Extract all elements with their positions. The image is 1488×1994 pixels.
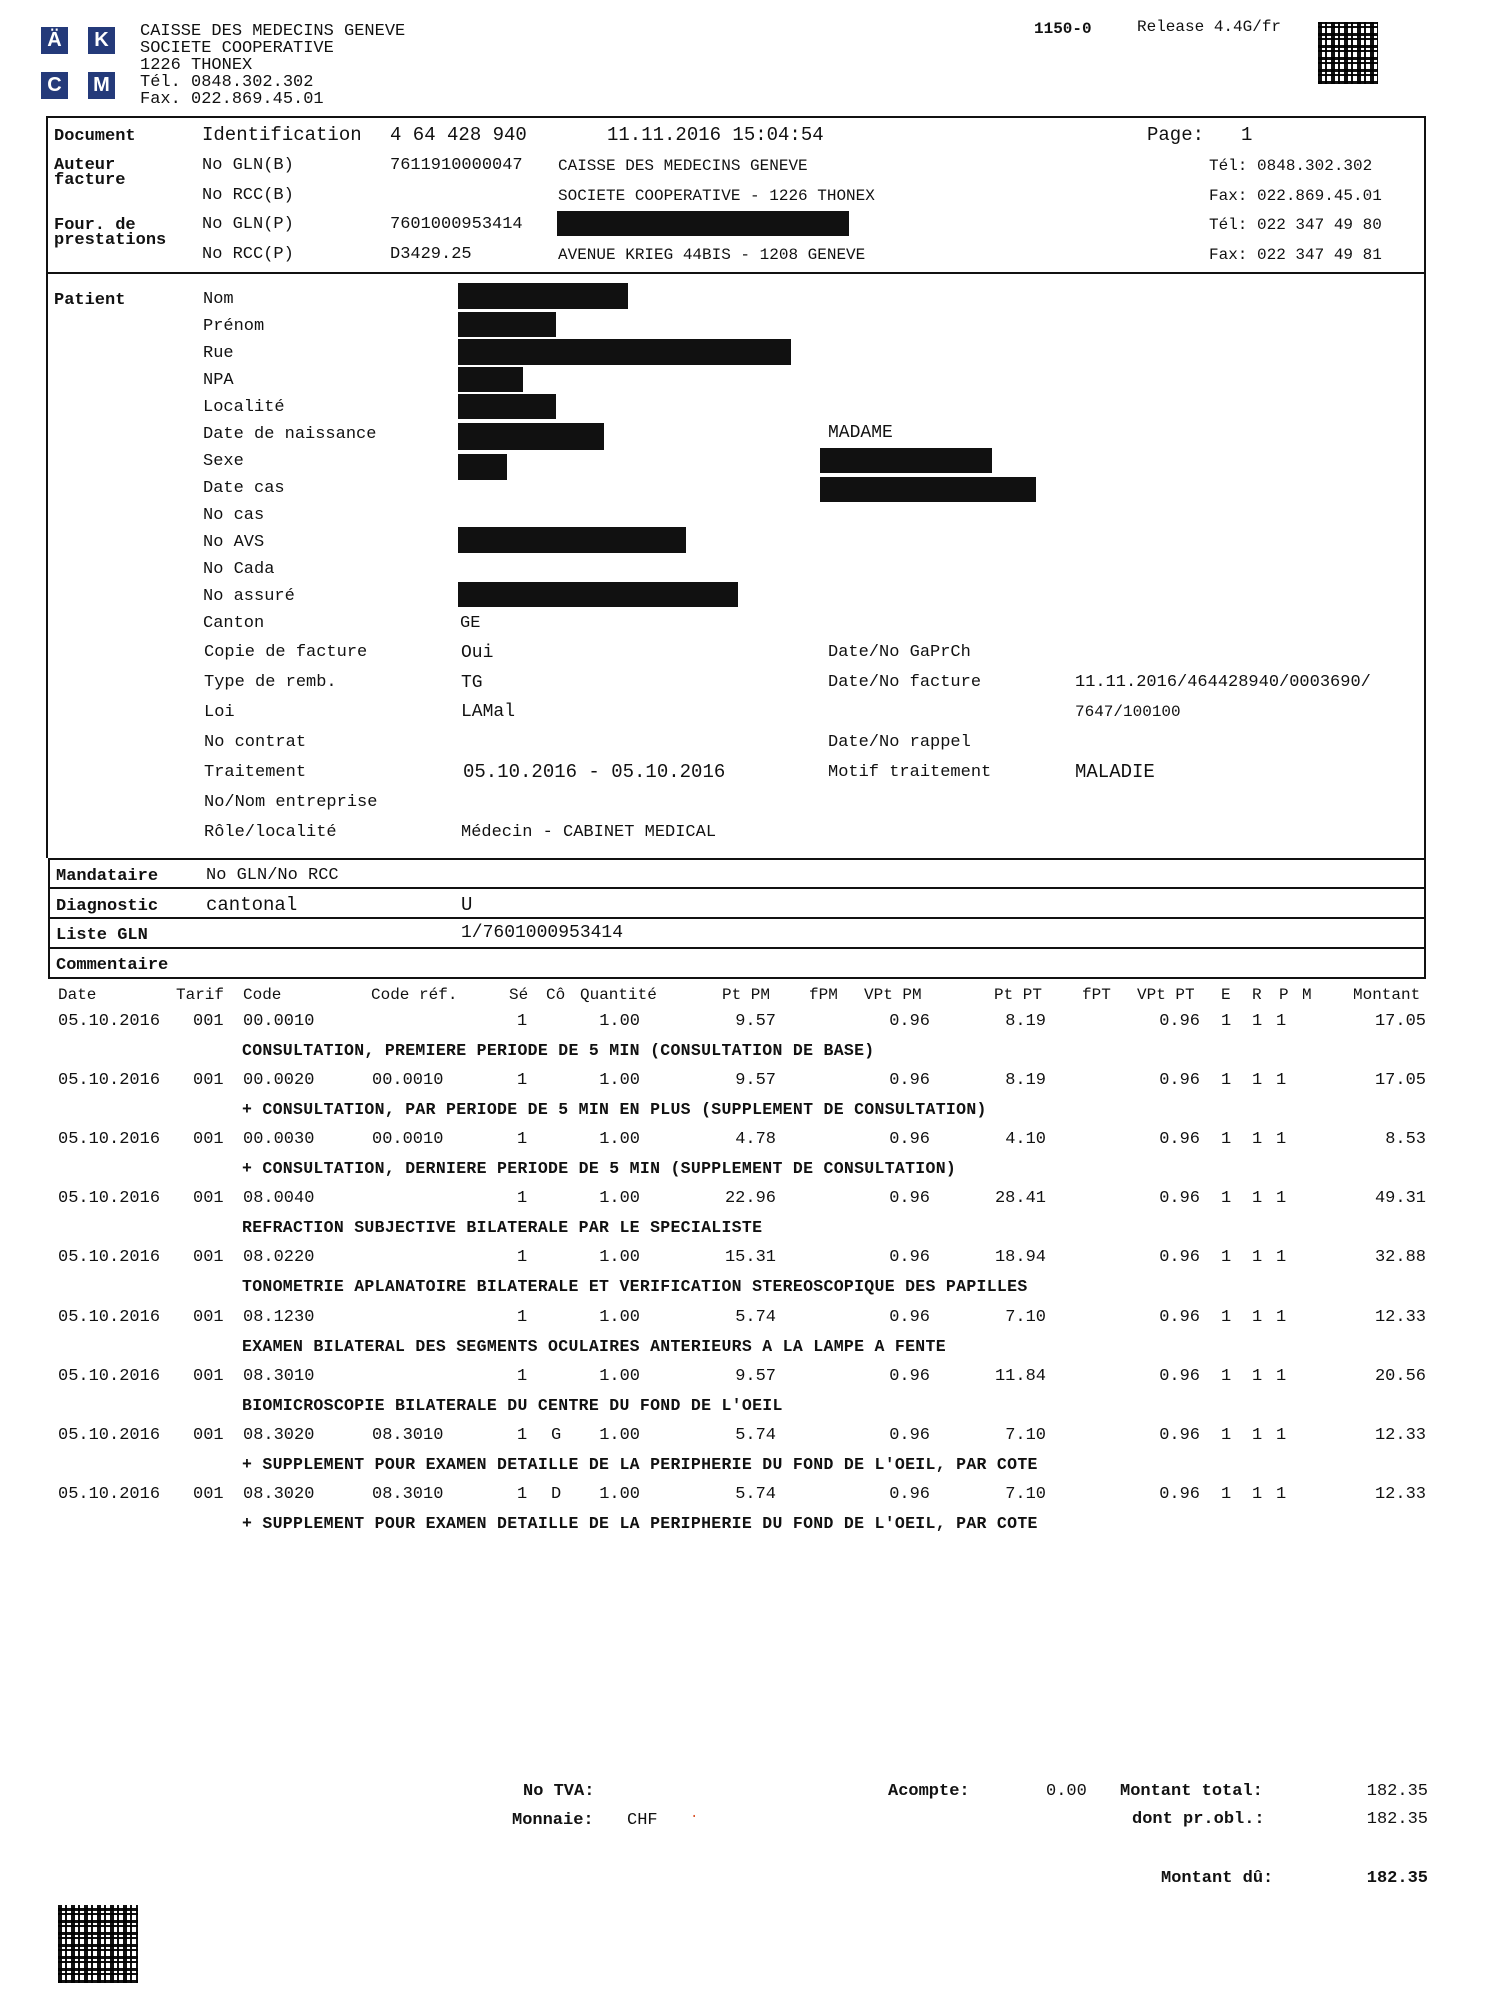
row-p: 1 <box>1276 1425 1287 1445</box>
row-code: 00.0020 <box>243 1071 315 1091</box>
row-se: 1 <box>517 1248 528 1268</box>
row-montant: 49.31 <box>1374 1189 1426 1209</box>
row-montant: 12.33 <box>1374 1307 1426 1327</box>
row-pt-pm: 15.31 <box>724 1248 776 1268</box>
row-r: 1 <box>1252 1366 1263 1386</box>
row-pt-pt: 4.10 <box>1005 1130 1046 1150</box>
qr-code-bottom <box>58 1905 138 1983</box>
row-vpt-pt: 0.96 <box>1159 1366 1200 1386</box>
probl-value: 182.35 <box>1366 1810 1428 1829</box>
row-r: 1 <box>1252 1012 1263 1031</box>
row-description: EXAMEN BILATERAL DES SEGMENTS OCULAIRES ANTERIEURS A LA LAMPE A FENTE <box>242 1336 946 1356</box>
row-vpt-pt: 0.96 <box>1159 1248 1200 1268</box>
row-vpt-pt: 0.96 <box>1159 1071 1200 1091</box>
redacted-rue <box>458 339 791 365</box>
row-tarif: 001 <box>193 1012 224 1031</box>
row-description: BIOMICROSCOPIE BILATERALE DU CENTRE DU FOND DE L'OEIL <box>242 1395 783 1415</box>
org-tel: Tél. 0848.302.302 <box>140 73 314 92</box>
row-pt-pt: 8.19 <box>1005 1071 1046 1091</box>
row-e: 1 <box>1221 1012 1232 1031</box>
row-quantite: 1.00 <box>599 1189 640 1209</box>
col-pt-pt: Pt PT <box>994 986 1043 1004</box>
gln-p-value: 7601000953414 <box>390 215 523 234</box>
row-tarif: 001 <box>193 1307 224 1327</box>
acompte-value: 0.00 <box>1046 1782 1087 1801</box>
label-date-naissance: Date de naissance <box>203 425 377 444</box>
row-e: 1 <box>1221 1248 1232 1268</box>
logo-letter-m: M <box>88 72 115 99</box>
row-se: 1 <box>517 1425 528 1445</box>
row-montant: 17.05 <box>1374 1012 1426 1031</box>
row-vpt-pt: 0.96 <box>1159 1484 1200 1504</box>
auteur-tel: Tél: 0848.302.302 <box>1209 157 1373 175</box>
gln-p-label: No GLN(P) <box>202 215 294 234</box>
row-vpt-pt: 0.96 <box>1159 1012 1200 1031</box>
redacted-sexe <box>458 454 507 480</box>
row-tarif: 001 <box>193 1189 224 1209</box>
col-pt-pm: Pt PM <box>722 986 771 1004</box>
row-code: 00.0010 <box>243 1012 315 1031</box>
row-date: 05.10.2016 <box>58 1484 161 1504</box>
row-pt-pm: 5.74 <box>735 1425 776 1445</box>
row-pt-pt: 11.84 <box>994 1366 1046 1386</box>
mandataire-label: Mandataire <box>56 867 159 886</box>
liste-gln-label: Liste GLN <box>56 926 148 945</box>
row-se: 1 <box>517 1012 528 1031</box>
row-se: 1 <box>517 1189 528 1209</box>
redacted-address-line-2 <box>820 477 1036 502</box>
type-remb-value: TG <box>461 673 483 693</box>
four-tel: Tél: 022 347 49 80 <box>1209 216 1382 234</box>
row-p: 1 <box>1276 1071 1287 1091</box>
row-pt-pt: 28.41 <box>994 1189 1046 1209</box>
row-quantite: 1.00 <box>599 1071 640 1091</box>
row-quantite: 1.00 <box>599 1484 640 1504</box>
row-quantite: 1.00 <box>599 1248 640 1268</box>
motif-value: MALADIE <box>1075 761 1155 783</box>
row-pt-pm: 9.57 <box>735 1366 776 1386</box>
row-tarif: 001 <box>193 1130 224 1150</box>
row-co: D <box>551 1484 562 1504</box>
redacted-address-line-1 <box>820 448 992 473</box>
liste-gln-value: 1/7601000953414 <box>461 923 624 943</box>
row-description: + CONSULTATION, DERNIERE PERIODE DE 5 MIN (SUPPLEMENT DE CONSULTATION) <box>242 1159 957 1179</box>
redacted-prenom <box>458 312 556 337</box>
four-fax: Fax: 022 347 49 81 <box>1209 246 1382 264</box>
col-montant: Montant <box>1353 986 1421 1004</box>
qr-code-top <box>1318 22 1378 84</box>
col-vpt-pm: VPt PM <box>864 986 922 1004</box>
logo-letter-k: K <box>88 27 115 54</box>
row-code: 08.3010 <box>243 1366 315 1386</box>
row-tarif: 001 <box>193 1366 224 1386</box>
rcc-p-value: D3429.25 <box>390 245 472 264</box>
motif-label: Motif traitement <box>828 763 992 782</box>
col-quantite: Quantité <box>580 986 657 1004</box>
label-no-assure: No assuré <box>203 587 295 606</box>
label-no-avs: No AVS <box>203 533 265 552</box>
row-date: 05.10.2016 <box>58 1366 161 1386</box>
copie-value: Oui <box>461 643 494 663</box>
row-date: 05.10.2016 <box>58 1248 161 1268</box>
row-e: 1 <box>1221 1307 1232 1327</box>
row-quantite: 1.00 <box>599 1366 640 1386</box>
row-description: + SUPPLEMENT POUR EXAMEN DETAILLE DE LA PERIPHERIE DU FOND DE L'OEIL, PAR COTE <box>242 1454 1038 1474</box>
row-code-ref: 00.0010 <box>372 1130 444 1150</box>
label-no-cas: No cas <box>203 506 265 525</box>
row-code: 08.0220 <box>243 1248 315 1268</box>
document-label: Document <box>54 127 136 146</box>
loi-label: Loi <box>204 703 235 722</box>
role-label: Rôle/localité <box>204 823 337 842</box>
redacted-localite <box>458 394 556 419</box>
redacted-no-avs <box>458 527 686 553</box>
monnaie-value: CHF <box>627 1811 658 1830</box>
row-r: 1 <box>1252 1130 1263 1150</box>
col-date: Date <box>58 986 97 1004</box>
row-pt-pt: 7.10 <box>1005 1484 1046 1504</box>
col-fpt: fPT <box>1082 986 1111 1004</box>
label-prenom: Prénom <box>203 317 265 336</box>
diagnostic-code: U <box>461 894 473 916</box>
row-montant: 12.33 <box>1374 1425 1426 1445</box>
redacted-npa <box>458 367 523 392</box>
montant-du-value: 182.35 <box>1366 1869 1428 1888</box>
row-montant: 17.05 <box>1374 1071 1426 1091</box>
col-co: Cô <box>546 986 566 1004</box>
stray-mark: . <box>690 1806 699 1822</box>
row-date: 05.10.2016 <box>58 1425 161 1445</box>
col-fpm: fPM <box>809 986 838 1004</box>
row-vpt-pm: 0.96 <box>889 1189 930 1209</box>
org-fax: Fax. 022.869.45.01 <box>140 90 324 109</box>
auteur-name: CAISSE DES MEDECINS GENEVE <box>558 157 808 175</box>
col-code: Code <box>243 986 282 1004</box>
row-vpt-pm: 0.96 <box>889 1366 930 1386</box>
col-tarif: Tarif <box>176 986 225 1004</box>
row-vpt-pt: 0.96 <box>1159 1425 1200 1445</box>
loi-value: LAMal <box>461 702 516 722</box>
rcc-p-label: No RCC(P) <box>202 245 294 264</box>
auteur-label: Auteur facture <box>54 156 126 190</box>
row-quantite: 1.00 <box>599 1012 640 1031</box>
divider-1 <box>48 887 1426 889</box>
label-no-cada: No Cada <box>203 560 275 579</box>
row-se: 1 <box>517 1366 528 1386</box>
divider-3 <box>48 947 1426 949</box>
row-date: 05.10.2016 <box>58 1189 161 1209</box>
row-date: 05.10.2016 <box>58 1071 161 1091</box>
label-date-cas: Date cas <box>203 479 285 498</box>
row-code: 08.3020 <box>243 1425 315 1445</box>
release-label: Release 4.4G/fr <box>1137 18 1282 36</box>
col-p: P <box>1279 986 1289 1004</box>
traitement-label: Traitement <box>204 763 307 782</box>
row-r: 1 <box>1252 1189 1263 1209</box>
row-description: CONSULTATION, PREMIERE PERIODE DE 5 MIN (CONSULTATION DE BASE) <box>242 1041 875 1060</box>
row-p: 1 <box>1276 1248 1287 1268</box>
row-pt-pt: 8.19 <box>1005 1012 1046 1031</box>
row-vpt-pm: 0.96 <box>889 1248 930 1268</box>
row-description: TONOMETRIE APLANATOIRE BILATERALE ET VERIFICATION STEREOSCOPIQUE DES PAPILLES <box>242 1277 1028 1297</box>
row-e: 1 <box>1221 1071 1232 1091</box>
row-vpt-pm: 0.96 <box>889 1071 930 1091</box>
row-p: 1 <box>1276 1012 1287 1031</box>
row-code-ref: 00.0010 <box>372 1071 444 1091</box>
row-vpt-pt: 0.96 <box>1159 1189 1200 1209</box>
row-code: 08.1230 <box>243 1307 315 1327</box>
divider-2 <box>48 917 1426 919</box>
row-e: 1 <box>1221 1189 1232 1209</box>
row-se: 1 <box>517 1130 528 1150</box>
canton-value: GE <box>460 614 481 633</box>
gln-b-label: No GLN(B) <box>202 156 294 175</box>
row-quantite: 1.00 <box>599 1130 640 1150</box>
entreprise-label: No/Nom entreprise <box>204 793 378 812</box>
rcc-b-label: No RCC(B) <box>202 186 294 205</box>
row-quantite: 1.00 <box>599 1425 640 1445</box>
row-code: 08.3020 <box>243 1484 315 1504</box>
label-nom: Nom <box>203 290 234 309</box>
label-sexe: Sexe <box>203 452 244 471</box>
auteur-fax: Fax: 022.869.45.01 <box>1209 187 1382 205</box>
row-p: 1 <box>1276 1189 1287 1209</box>
copie-label: Copie de facture <box>204 643 368 662</box>
acompte-label: Acompte: <box>888 1782 970 1801</box>
row-co: G <box>551 1425 562 1445</box>
redacted-nom <box>458 283 628 309</box>
row-vpt-pt: 0.96 <box>1159 1130 1200 1150</box>
redacted-no-assure <box>458 582 738 607</box>
row-e: 1 <box>1221 1366 1232 1386</box>
org-name: CAISSE DES MEDECINS GENEVE <box>140 22 406 41</box>
salutation: MADAME <box>828 423 893 443</box>
four-prestations-label: Four. de prestations <box>54 216 167 250</box>
redacted-date-naissance <box>458 423 604 450</box>
row-pt-pt: 7.10 <box>1005 1307 1046 1327</box>
row-se: 1 <box>517 1071 528 1091</box>
row-p: 1 <box>1276 1307 1287 1327</box>
row-description: REFRACTION SUBJECTIVE BILATERALE PAR LE SPECIALISTE <box>242 1218 763 1238</box>
row-p: 1 <box>1276 1130 1287 1150</box>
row-p: 1 <box>1276 1366 1287 1386</box>
row-e: 1 <box>1221 1484 1232 1504</box>
col-vpt-pt: VPt PT <box>1137 986 1195 1004</box>
four-address: AVENUE KRIEG 44BIS - 1208 GENEVE <box>558 246 866 264</box>
row-pt-pm: 5.74 <box>735 1307 776 1327</box>
logo-letter-a: Ä <box>41 27 68 54</box>
row-r: 1 <box>1252 1071 1263 1091</box>
facture-value-2: 7647/100100 <box>1075 703 1181 721</box>
diagnostic-type: cantonal <box>206 894 298 916</box>
row-r: 1 <box>1252 1425 1263 1445</box>
row-vpt-pm: 0.96 <box>889 1484 930 1504</box>
label-rue: Rue <box>203 344 234 363</box>
col-e: E <box>1221 986 1231 1004</box>
identification-value: 4 64 428 940 <box>390 124 527 146</box>
auteur-address: SOCIETE COOPERATIVE - 1226 THONEX <box>558 187 875 205</box>
row-montant: 32.88 <box>1374 1248 1426 1268</box>
row-r: 1 <box>1252 1484 1263 1504</box>
row-tarif: 001 <box>193 1484 224 1504</box>
row-code-ref: 08.3010 <box>372 1484 444 1504</box>
org-city: 1226 THONEX <box>140 56 253 75</box>
gaprch-label: Date/No GaPrCh <box>828 643 971 662</box>
row-e: 1 <box>1221 1130 1232 1150</box>
row-pt-pm: 5.74 <box>735 1484 776 1504</box>
row-quantite: 1.00 <box>599 1307 640 1327</box>
page-label: Page: <box>1147 124 1205 146</box>
monnaie-label: Monnaie: <box>512 1811 594 1830</box>
identification-label: Identification <box>202 124 362 146</box>
col-se: Sé <box>509 986 529 1004</box>
row-pt-pm: 4.78 <box>735 1130 776 1150</box>
row-vpt-pm: 0.96 <box>889 1307 930 1327</box>
role-value: Médecin - CABINET MEDICAL <box>461 823 717 842</box>
patient-box-right-border <box>1424 274 1426 858</box>
contrat-label: No contrat <box>204 733 307 752</box>
probl-label: dont pr.obl.: <box>1132 1810 1265 1829</box>
row-vpt-pm: 0.96 <box>889 1425 930 1445</box>
org-type: SOCIETE COOPERATIVE <box>140 39 334 58</box>
row-tarif: 001 <box>193 1248 224 1268</box>
label-canton: Canton <box>203 614 265 633</box>
row-tarif: 001 <box>193 1071 224 1091</box>
traitement-value: 05.10.2016 - 05.10.2016 <box>463 761 726 783</box>
row-se: 1 <box>517 1484 528 1504</box>
row-date: 05.10.2016 <box>58 1307 161 1327</box>
row-pt-pm: 9.57 <box>735 1071 776 1091</box>
page-number: 1 <box>1241 124 1253 146</box>
document-datetime: 11.11.2016 15:04:54 <box>607 124 824 146</box>
col-r: R <box>1252 986 1262 1004</box>
row-pt-pt: 7.10 <box>1005 1425 1046 1445</box>
patient-box-left-border <box>46 274 48 858</box>
row-pt-pt: 18.94 <box>994 1248 1046 1268</box>
commentaire-label: Commentaire <box>56 956 169 975</box>
row-vpt-pt: 0.96 <box>1159 1307 1200 1327</box>
facture-label: Date/No facture <box>828 673 982 692</box>
row-description: + SUPPLEMENT POUR EXAMEN DETAILLE DE LA PERIPHERIE DU FOND DE L'OEIL, PAR COTE <box>242 1513 1038 1533</box>
gln-b-value: 7611910000047 <box>390 156 523 175</box>
row-r: 1 <box>1252 1248 1263 1268</box>
row-vpt-pm: 0.96 <box>889 1130 930 1150</box>
row-montant: 12.33 <box>1374 1484 1426 1504</box>
type-remb-label: Type de remb. <box>204 673 337 692</box>
row-pt-pm: 9.57 <box>735 1012 776 1031</box>
row-pt-pm: 22.96 <box>724 1189 776 1209</box>
montant-du-label: Montant dû: <box>1161 1869 1274 1888</box>
col-code-ref: Code réf. <box>371 986 458 1004</box>
row-r: 1 <box>1252 1307 1263 1327</box>
row-code-ref: 08.3010 <box>372 1425 444 1445</box>
row-montant: 8.53 <box>1385 1130 1426 1150</box>
col-m: M <box>1302 986 1312 1004</box>
tva-label: No TVA: <box>523 1782 595 1801</box>
redacted-provider-name <box>557 211 849 236</box>
row-montant: 20.56 <box>1374 1366 1426 1386</box>
patient-section-label: Patient <box>54 291 126 310</box>
row-vpt-pm: 0.96 <box>889 1012 930 1031</box>
row-p: 1 <box>1276 1484 1287 1504</box>
form-code: 1150-0 <box>1034 20 1092 38</box>
row-description: + CONSULTATION, PAR PERIODE DE 5 MIN EN PLUS (SUPPLEMENT DE CONSULTATION) <box>242 1100 987 1120</box>
row-code: 00.0030 <box>243 1130 315 1150</box>
row-date: 05.10.2016 <box>58 1130 161 1150</box>
total-label: Montant total: <box>1120 1782 1263 1801</box>
facture-value-1: 11.11.2016/464428940/0003690/ <box>1075 673 1371 692</box>
total-value: 182.35 <box>1366 1782 1428 1801</box>
rappel-label: Date/No rappel <box>828 733 971 752</box>
row-code: 08.0040 <box>243 1189 315 1209</box>
row-e: 1 <box>1221 1425 1232 1445</box>
label-localite: Localité <box>203 398 285 417</box>
row-date: 05.10.2016 <box>58 1012 161 1031</box>
diagnostic-label: Diagnostic <box>56 897 159 916</box>
logo-letter-c: C <box>41 72 68 99</box>
row-se: 1 <box>517 1307 528 1327</box>
row-tarif: 001 <box>193 1425 224 1445</box>
mandataire-field: No GLN/No RCC <box>206 866 339 885</box>
label-npa: NPA <box>203 371 234 390</box>
